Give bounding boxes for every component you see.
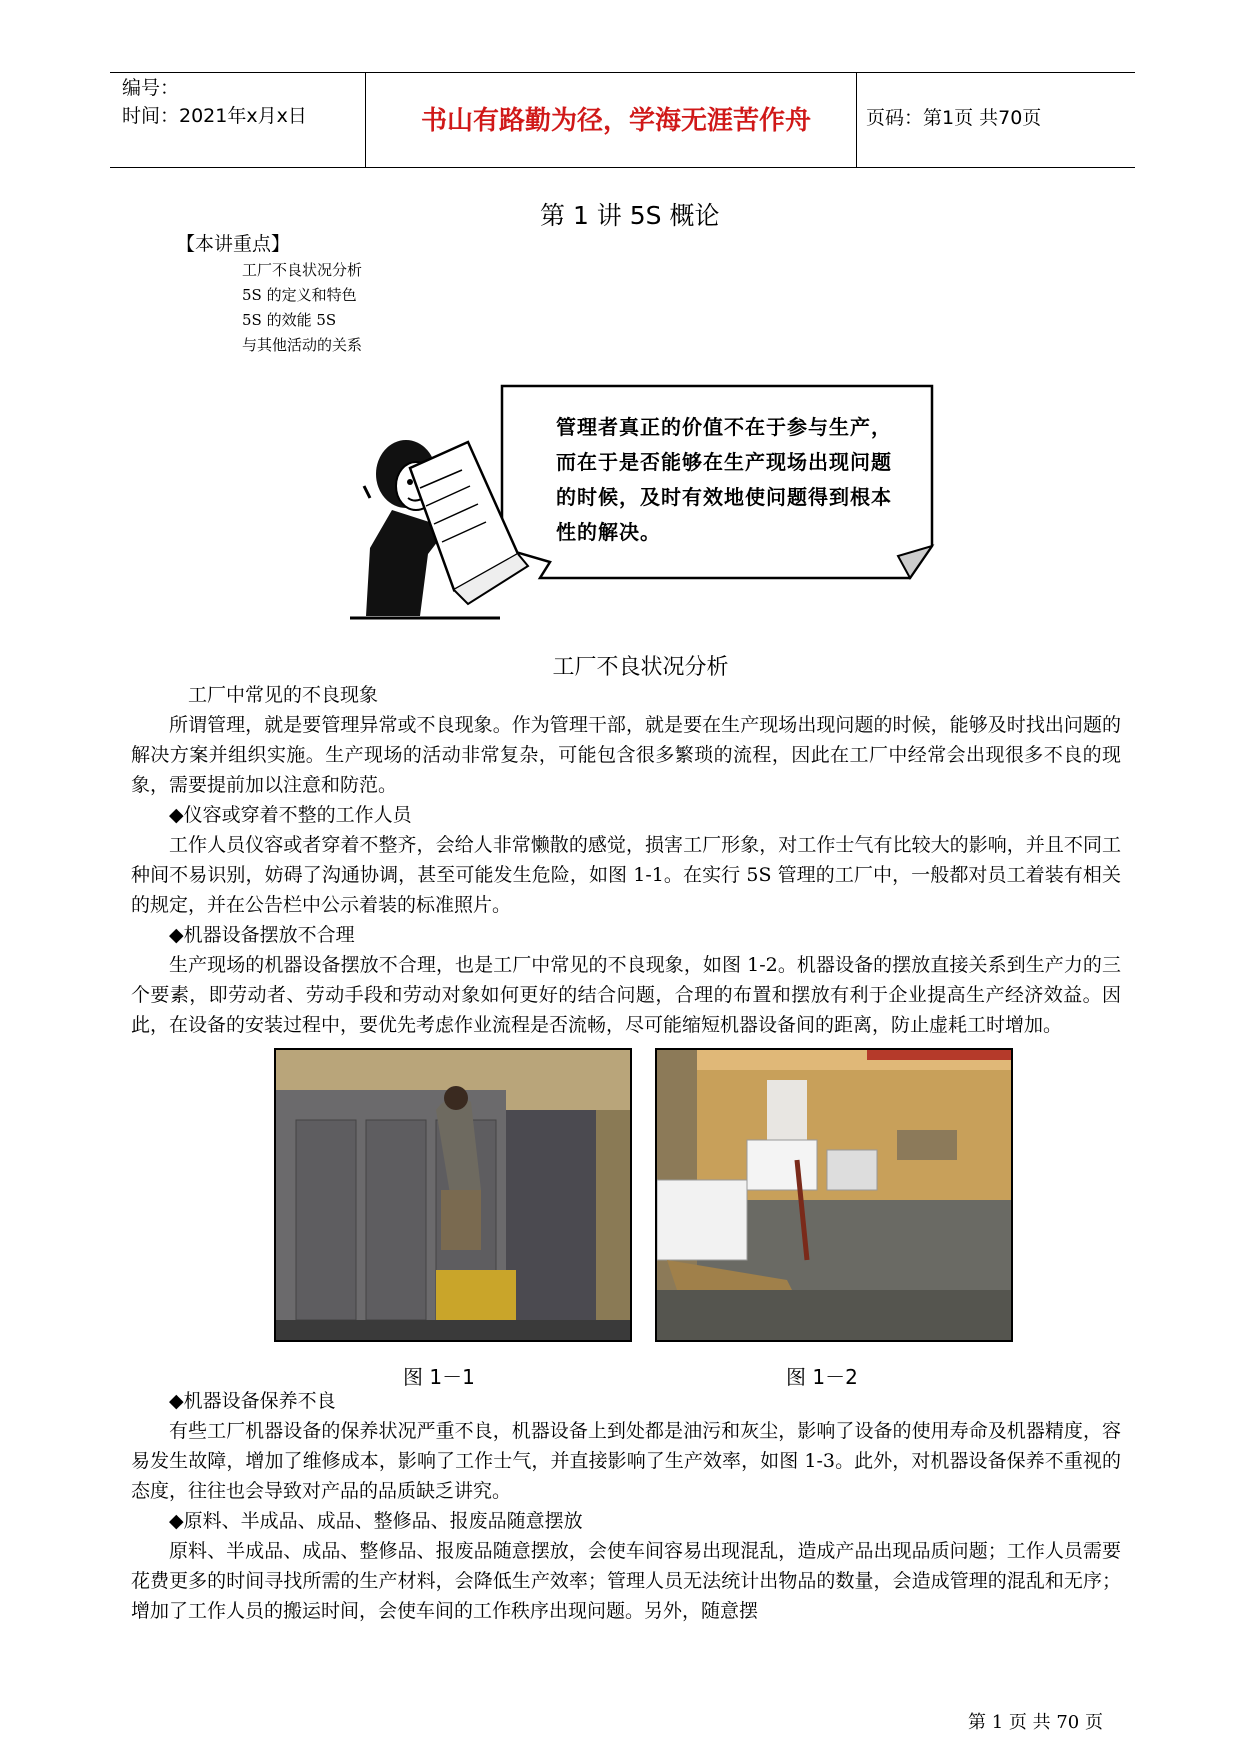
figure-1-1-caption: 图 1－1 bbox=[403, 1365, 475, 1389]
key-points-heading: 【本讲重点】 bbox=[176, 233, 291, 255]
header-top-rule bbox=[110, 72, 1135, 73]
header-info bbox=[122, 74, 307, 130]
lecture-title: 第 1 讲 5S 概论 bbox=[540, 201, 720, 230]
figure-1-2-caption: 图 1－2 bbox=[786, 1365, 858, 1389]
key-point-item: 5S 的效能 5S bbox=[242, 311, 337, 329]
header-page-label: 页码：第1页 共70页 bbox=[866, 107, 1042, 129]
item-heading: ◆仪容或穿着不整的工作人员 bbox=[169, 804, 412, 826]
figure-1-2-photo bbox=[655, 1048, 1013, 1342]
item-heading: ◆机器设备保养不良 bbox=[169, 1390, 336, 1412]
item-paragraph: 生产现场的机器设备摆放不合理，也是工厂中常见的不良现象，如图 1-2。机器设备的摆放直接关系到生产力的三个要素，即劳动者、劳动手段和劳动对象如何更好的结合问题，合理的布置和摆放有利于企业提高生产经济效益。因此，在设备的安装过程中，要优先考虑作业流程是否流畅，尽可能缩短机器设备间的距离，防止虚耗工时增加。 bbox=[131, 954, 1121, 1036]
key-point-item: 工厂不良状况分析 bbox=[242, 261, 363, 279]
key-point-item: 与其他活动的关系 bbox=[242, 336, 363, 354]
intro-paragraph: 所谓管理，就是要管理异常或不良现象。作为管理干部，就是要在生产现场出现问题的时候，能够及时找出问题的解决方案并组织实施。生产现场的活动非常复杂，可能包含很多繁琐的流程，因此在工厂中经常会出现很多不良的现象，需要提前加以注意和防范。 bbox=[131, 714, 1121, 796]
figure-1-1-photo bbox=[274, 1048, 632, 1342]
header-divider-2 bbox=[856, 72, 857, 168]
page-footer: 第 1 页 共 70 页 bbox=[968, 1712, 1103, 1733]
number-label: 编号： bbox=[122, 77, 180, 99]
header-bottom-rule bbox=[110, 167, 1135, 168]
item-paragraph: 工作人员仪容或者穿着不整齐，会给人非常懒散的感觉，损害工厂形象，对工作士气有比较大的影响，并且不同工种间不易识别，妨碍了沟通协调，甚至可能发生危险，如图 1-1。在实行 5S 管理的工厂中，一般都对员工着装有相关的规定，并在公告栏中公示着装的标准照片。 bbox=[131, 834, 1121, 916]
header-motto: 书山有路勤为径，学海无涯苦作舟 bbox=[420, 106, 811, 136]
sub-title: 工厂中常见的不良现象 bbox=[188, 684, 379, 706]
cartoon-quote-text: 管理者真正的价值不在于参与生产，而在于是否能够在生产现场出现问题的时候，及时有效地使问题得到根本性的解决。 bbox=[556, 415, 892, 544]
header-divider-1 bbox=[365, 72, 366, 168]
section-title: 工厂不良状况分析 bbox=[552, 655, 729, 680]
section-body-part-1 bbox=[131, 680, 1121, 1040]
item-paragraph: 原料、半成品、成品、整修品、报废品随意摆放，会使车间容易出现混乱，造成产品出现品质问题；工作人员需要花费更多的时间寻找所需的生产材料，会降低生产效率；管理人员无法统计出物品的数量，会造成管理的混乱和无序；增加了工作人员的搬运时间，会使车间的工作秩序出现问题。另外，随意摆 bbox=[131, 1540, 1121, 1622]
time-label: 时间：2021年x月x日 bbox=[122, 105, 307, 127]
item-paragraph: 有些工厂机器设备的保养状况严重不良，机器设备上到处都是油污和灰尘，影响了设备的使用寿命及机器精度，容易发生故障，增加了维修成本，影响了工作士气，并直接影响了生产效率，如图 1-3。此外，对机器设备保养不重视的态度，往往也会导致对产品的品质缺乏讲究。 bbox=[131, 1420, 1121, 1502]
item-heading: ◆机器设备摆放不合理 bbox=[169, 924, 355, 946]
key-points-list bbox=[242, 258, 362, 358]
item-heading: ◆原料、半成品、成品、整修品、报废品随意摆放 bbox=[169, 1510, 583, 1532]
section-body-part-2 bbox=[131, 1386, 1121, 1626]
key-point-item: 5S 的定义和特色 bbox=[242, 286, 357, 304]
